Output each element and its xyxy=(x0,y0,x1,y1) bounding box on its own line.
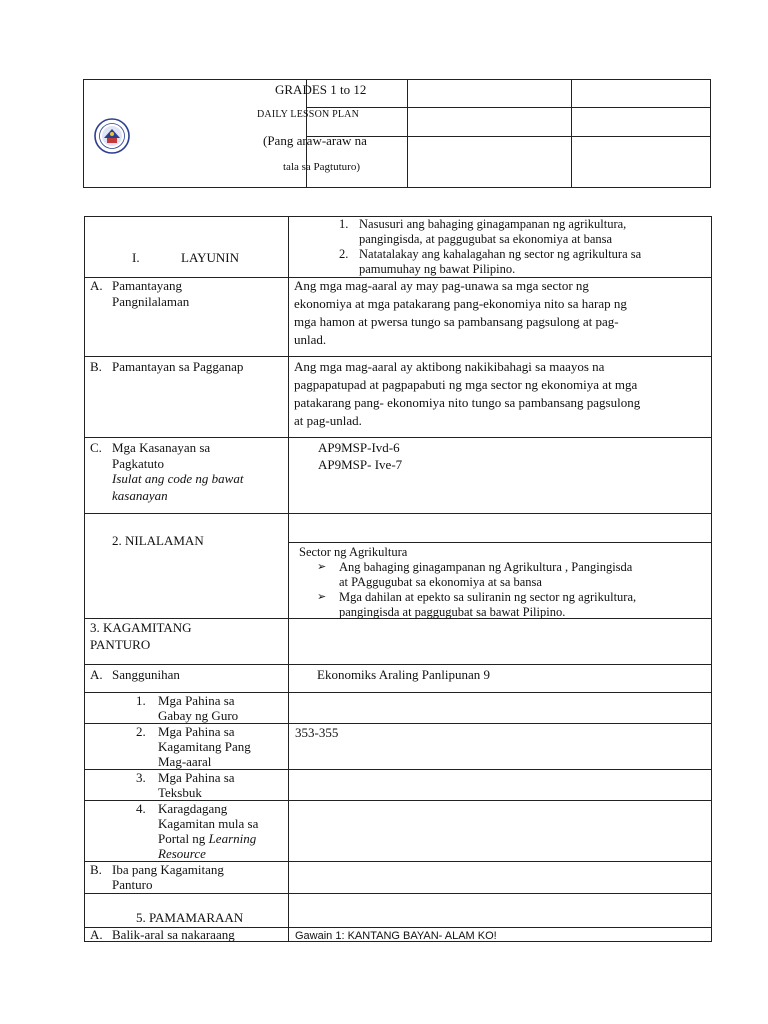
header-title: GRADES 1 to 12 xyxy=(275,82,367,97)
iba-line2: Panturo xyxy=(112,877,153,892)
pp-label-line2: Pangnilalaman xyxy=(112,294,190,309)
lesson-plan-table xyxy=(84,216,712,942)
objective-2-number: 2. xyxy=(339,247,349,261)
pg-label: Pamantayan sa Pagganap xyxy=(112,359,244,374)
deped-seal-icon xyxy=(94,118,130,154)
sanggunian-label: Sanggunihan xyxy=(112,667,180,682)
kagamitan-label-line1: 3. KAGAMITANG xyxy=(90,620,192,635)
pg-text-4: at pag-unlad. xyxy=(294,413,362,428)
objective-1-line1: Nasusuri ang bahaging ginagampanan ng agrikultura, xyxy=(359,217,627,231)
ks-note-line2: kasanayan xyxy=(112,488,168,503)
objective-2-line2: pamumuhay ng bawat Pilipino. xyxy=(359,262,516,276)
pg-text-3: patakarang pang- ekonomiya nito tungo sa pambansang pagsulong xyxy=(294,395,641,410)
ks-letter: C. xyxy=(90,440,102,455)
item-4-line1: Karagdagang xyxy=(158,801,228,816)
item-2-line3: Mag-aaral xyxy=(158,754,212,769)
item-4-line3: Portal ng Learning xyxy=(158,831,257,846)
item-2-value: 353-355 xyxy=(295,725,339,740)
header-table xyxy=(83,79,711,188)
sanggunian-letter: A. xyxy=(90,667,103,682)
item-4-line2: Kagamitan mula sa xyxy=(158,816,259,831)
bullet-arrow-icon: ➢ xyxy=(317,561,327,573)
pg-letter: B. xyxy=(90,359,102,374)
ks-label-line1: Mga Kasanayan sa xyxy=(112,440,211,455)
item-2-line1: Mga Pahina sa xyxy=(158,724,235,739)
item-4-line4: Resource xyxy=(158,846,206,861)
bullet-arrow-icon: ➢ xyxy=(317,591,327,603)
pp-text-4: unlad. xyxy=(294,332,327,347)
nilalaman-bullet-2-line2: pangingisda at paggugubat sa bawat Pilipino. xyxy=(339,605,566,619)
ks-code-1: AP9MSP-Ivd-6 xyxy=(318,440,400,455)
nilalaman-bullet-1-line1: Ang bahaging ginagampanan ng Agrikultura , Pangingisda xyxy=(339,560,633,574)
objective-1-line2: pangingisda, at paggugubat sa ekonomiya at bansa xyxy=(359,232,613,246)
item-3-line2: Teksbuk xyxy=(158,785,202,800)
kagamitan-label-line2: PANTURO xyxy=(90,637,151,652)
pp-label-line1: Pamantayang xyxy=(112,278,183,293)
objective-1-number: 1. xyxy=(339,217,349,231)
item-1-line1: Mga Pahina sa xyxy=(158,693,235,708)
layunin-number: I. xyxy=(132,250,140,265)
ks-note-line1: Isulat ang code ng bawat xyxy=(112,471,244,486)
objective-2-line1: Natatalakay ang kahalagahan ng sector ng agrikultura sa xyxy=(359,247,642,261)
nilalaman-bullet-2-line1: Mga dahilan at epekto sa suliranin ng sector ng agrikultura, xyxy=(339,590,637,604)
nilalaman-heading: Sector ng Agrikultura xyxy=(299,545,408,559)
nilalaman-label: 2. NILALAMAN xyxy=(112,533,204,548)
item-1-number: 1. xyxy=(136,693,146,708)
iba-letter: B. xyxy=(90,862,102,877)
sanggunian-value: Ekonomiks Araling Panlipunan 9 xyxy=(317,667,490,682)
header-local-title-2: tala sa Pagtuturo) xyxy=(283,161,360,173)
pamamaraan-label: 5. PAMAMARAAN xyxy=(136,910,244,925)
ks-code-2: AP9MSP- Ive-7 xyxy=(318,457,403,472)
iba-line1: Iba pang Kagamitang xyxy=(112,862,224,877)
ks-label-line2: Pagkatuto xyxy=(112,456,164,471)
nilalaman-bullet-1-line2: at PAggugubat sa ekonomiya at sa bansa xyxy=(339,575,542,589)
balik-value: Gawain 1: KANTANG BAYAN- ALAM KO! xyxy=(295,930,497,942)
item-2-line2: Kagamitang Pang xyxy=(158,739,251,754)
pp-text-2: ekonomiya at mga patakarang pang-ekonomiya nito sa harap ng xyxy=(294,296,627,311)
item-4-number: 4. xyxy=(136,801,146,816)
header-local-title-1: (Pang araw-araw na xyxy=(263,133,367,148)
item-3-line1: Mga Pahina sa xyxy=(158,770,235,785)
item-2-number: 2. xyxy=(136,724,146,739)
header-subtitle: DAILY LESSON PLAN xyxy=(257,109,360,120)
layunin-label: LAYUNIN xyxy=(181,250,240,265)
pg-text-2: pagpapatupad at pagpapabuti ng mga sector ng ekonomiya at mga xyxy=(294,377,638,392)
balik-letter: A. xyxy=(90,927,103,942)
pp-text-1: Ang mga mag-aaral ay may pag-unawa sa mga sector ng xyxy=(294,278,589,293)
balik-label: Balik-aral sa nakaraang xyxy=(112,927,235,942)
pp-text-3: mga hamon at pwersa tungo sa pambansang pagsulong at pag- xyxy=(294,314,619,329)
item-1-line2: Gabay ng Guro xyxy=(158,708,239,723)
pg-text-1: Ang mga mag-aaral ay aktibong nakikibahagi sa maayos na xyxy=(294,359,605,374)
pp-letter: A. xyxy=(90,278,103,293)
item-3-number: 3. xyxy=(136,770,146,785)
